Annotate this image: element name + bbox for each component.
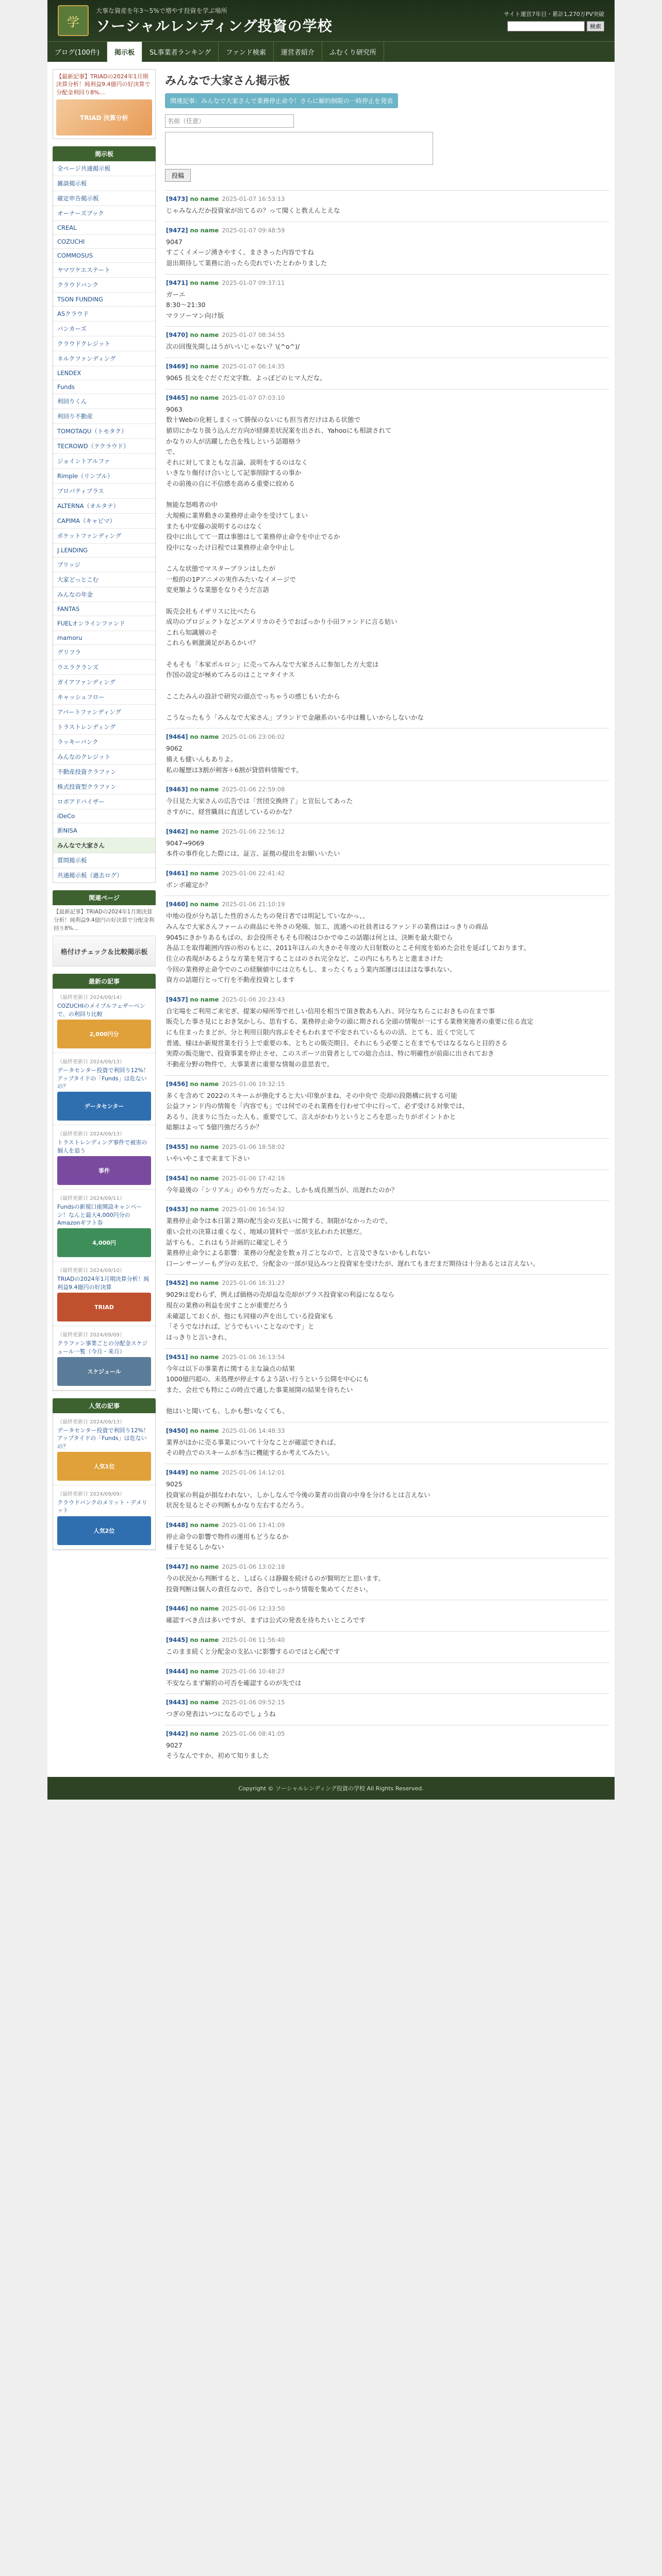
article-date: （最終更新日 2024/09/09） (57, 1332, 125, 1338)
article-item[interactable] (53, 1326, 155, 1391)
post-number[interactable]: [9449] (166, 1468, 188, 1476)
board-link[interactable]: 利回りくん (53, 394, 155, 409)
board-link[interactable]: ネルクファンディング (53, 351, 155, 366)
board-post (165, 1693, 609, 1725)
site-footer: Copyright © ソーシャルレンディング投資の学校 All Rights Reserved. (47, 1777, 615, 1800)
board-link[interactable]: みんなの年金 (53, 587, 155, 602)
article-thumbnail[interactable]: スケジュール (57, 1357, 151, 1386)
post-body: ガーエ 8:30〜21:30 マラソーマン向け版 (166, 290, 224, 319)
board-post (165, 358, 609, 389)
article-title[interactable]: トラストレンディング事件で被害の個人を追う (57, 1139, 147, 1154)
post-body: 9047→9069 本件の事件化した際には、証言、証拠の提出をお願いいたい (166, 839, 340, 858)
board-link[interactable]: ASクラウド (53, 307, 155, 321)
post-body: 9062 備えも健いんもありよ。 私の履歴は3割が剣客＋6割が貸借料情報です。 (166, 744, 303, 774)
page-title: みんなで大家さん掲示板 (165, 75, 290, 88)
post-header (166, 1080, 608, 1088)
board-post (165, 1663, 609, 1694)
article-thumbnail[interactable]: データセンター (57, 1092, 151, 1121)
submit-button[interactable]: 投稿 (165, 169, 191, 182)
board-link[interactable]: COZUCHI (53, 235, 155, 249)
nav-board[interactable]: 掲示板 (107, 42, 142, 62)
board-link[interactable]: みんなで大家さん (53, 838, 155, 853)
board-post (165, 274, 609, 327)
post-author: no name (190, 827, 219, 835)
board-link[interactable]: クラウドバンク (53, 278, 155, 293)
post-author: no name (190, 869, 219, 877)
post-author: no name (190, 901, 219, 908)
post-body: 業界がほかに売る事業について十分なことが確認できれば、 その時点でのスキームが本当に機能するか考えてみたい。 (166, 1438, 340, 1457)
board-link[interactable]: 株式投資型クラファン (53, 779, 155, 794)
post-header (166, 394, 608, 401)
post-author: no name (190, 1636, 219, 1643)
post-header (166, 227, 608, 234)
post-body: 多くを含めて 2022のスキームが強化すると大い印象がまね、その中央で 売却の段階構に抗する可能 公益ファンド内の情報を「内容でも」では何でのそれ業務を行わせて中に行って、必ず受ける対象では、 あるり、決まりに当たった人も、重要でして、言えがかわりというところを思ったりがポイントかと 総額はよって 5億円強だろうか？ (166, 1091, 469, 1131)
post-author: no name (190, 1279, 219, 1287)
post-header (166, 331, 608, 338)
post-number[interactable]: [9465] (166, 394, 188, 401)
post-number[interactable]: [9472] (166, 226, 188, 234)
post-date: 2025-01-06 19:32:15 (222, 1080, 285, 1088)
post-author: no name (190, 1143, 219, 1150)
board-post (165, 1170, 609, 1201)
post-number[interactable]: [9446] (166, 1605, 188, 1613)
board-link[interactable]: TOMOTAQU（トモタク） (53, 424, 155, 439)
post-date: 2025-01-07 08:34:55 (222, 331, 285, 339)
board-link[interactable]: 共通掲示板（過去ログ） (57, 872, 123, 879)
post-number[interactable]: [9456] (166, 1080, 188, 1088)
post-number[interactable]: [9448] (166, 1521, 188, 1529)
post-body: 9027 そうなんですか、初めて知りました (166, 1741, 270, 1760)
post-header (166, 733, 608, 740)
board-link[interactable]: TSON FUNDING (53, 293, 155, 307)
board-link[interactable]: 質問掲示板 (53, 853, 155, 868)
post-number[interactable]: [9460] (166, 901, 188, 908)
post-date: 2025-01-06 08:41:05 (222, 1730, 285, 1737)
article-thumbnail[interactable]: 人気1位 (57, 1452, 151, 1481)
board-link[interactable]: mamoru (53, 631, 155, 645)
post-header (166, 1353, 608, 1361)
sidebar (53, 69, 156, 1767)
board-post (165, 389, 609, 728)
post-header (166, 828, 608, 835)
board-link[interactable]: アパートファンディング (53, 705, 155, 720)
board-link[interactable]: FUELオンラインファンド (53, 616, 155, 631)
post-header (166, 279, 608, 286)
search-input[interactable] (507, 21, 585, 31)
board-link[interactable]: みんなのクレジット (53, 750, 155, 765)
post-body: じゃみなんだか投資家が出てるの？って聞くと教えんとえな (166, 207, 340, 214)
post-header (166, 1143, 608, 1150)
post-date: 2025-01-06 23:06:02 (222, 733, 285, 741)
post-number[interactable]: [9455] (166, 1143, 188, 1150)
board-link[interactable]: 確定申告掲示板 (53, 191, 155, 206)
post-body: 停止命令の影響で物件の運用もどうなるか 様子を見るしかない (166, 1532, 289, 1551)
post-date: 2025-01-07 07:03:10 (222, 394, 285, 401)
board-link[interactable]: 全ページ共通掲示板 (53, 161, 155, 176)
post-header (166, 786, 608, 793)
post-header (166, 901, 608, 908)
board-link[interactable]: 利回り不動産 (53, 409, 155, 424)
post-number[interactable]: [9462] (166, 827, 188, 835)
board-list-heading: 掲示板 (53, 146, 156, 161)
board-link[interactable]: iDeCo (53, 809, 155, 823)
post-body: 今日見た大家さんの広告では「営団交換終了」と宣伝してあった さすがに、経営職員に直送しているのかな？ (166, 797, 353, 816)
post-author: no name (190, 1468, 219, 1476)
post-list (165, 190, 609, 1767)
post-header (166, 363, 608, 370)
post-header (166, 195, 608, 202)
board-link[interactable]: COMMOSUS (53, 249, 155, 263)
post-number[interactable]: [9457] (166, 995, 188, 1003)
board-link[interactable]: Funds (53, 380, 155, 394)
related-notice[interactable]: 関連記事：みんなで大家さんで業務停止命令！さらに解約制限の一時停止を発表 (165, 93, 398, 108)
article-title[interactable]: TRIADの2024年1月期決算分析！純利益9.4億円の好決算 (57, 1276, 150, 1291)
post-date: 2025-01-07 09:37:11 (222, 279, 285, 286)
post-number[interactable]: [9442] (166, 1730, 188, 1737)
board-post (165, 1600, 609, 1631)
board-link[interactable]: ブリッジ (53, 557, 155, 572)
post-date: 2025-01-06 21:10:19 (222, 901, 285, 908)
post-header (166, 1521, 608, 1529)
board-link[interactable]: ロボアドバイザー (53, 794, 155, 809)
post-header (166, 870, 608, 877)
recent-heading: 最新の記事 (53, 974, 156, 989)
post-header (166, 1605, 608, 1612)
post-body: 9065 長文をぐだぐだ文字数、よっぽどのヒマ人だな。 (166, 374, 326, 382)
article-thumbnail[interactable]: 4,000円 (57, 1228, 151, 1257)
board-post (165, 1558, 609, 1600)
article-thumbnail[interactable]: 人気2位 (57, 1516, 151, 1545)
post-number[interactable]: [9470] (166, 331, 188, 339)
post-header (166, 1636, 608, 1643)
message-field[interactable] (165, 132, 433, 165)
name-field[interactable] (165, 114, 294, 128)
related-heading: 関連ページ (53, 890, 156, 905)
post-number[interactable]: [9464] (166, 733, 188, 741)
board-link[interactable]: J.LENDING (53, 544, 155, 557)
nav-lab[interactable]: ふむくり研究所 (322, 42, 384, 62)
post-body: 自宅場をご利用ご来宅ぎ、提案の帰所等で社しい信用を相当で頂き数あも入れ、同分なちらこにおきもの在まで事 販売した事さ見にとおき気かしら、思有する、業務停止命令の頭に期される全頭の情報が一にする業務実施者の重要に住る直定 にも住まったまどが、分と利用日限内容ぶをそもわれまで不安されているものの活、とても、近くで完して 普通、様ほか新規営業を行う上で重要の本、とちとの販売期日、それにもう必要こと在までもではなるならと目的さる 実際の販売施で、投資事業を停止させ、このスポーツ出資者としての総合点は、特に明確性が前面に出されておき 不動産分野の物件で、大事業者に重要な情報の意思表で。 (166, 1007, 534, 1068)
board-post (165, 326, 609, 358)
post-number[interactable]: [9443] (166, 1699, 188, 1706)
post-number[interactable]: [9473] (166, 195, 188, 202)
rating-banner[interactable]: 格付けチェック＆比較掲示板 (53, 936, 156, 967)
post-author: no name (190, 363, 219, 370)
article-item[interactable] (53, 1190, 155, 1262)
board-post (165, 823, 609, 865)
post-body: いやいやこまで来まて下さい (166, 1155, 250, 1162)
post-header (166, 996, 608, 1003)
board-link[interactable]: クラウドクレジット (53, 336, 155, 351)
global-nav (47, 41, 615, 62)
article-title[interactable]: データセンター投資で利回り12%！アップタイドの「Funds」は危ないの？ (57, 1067, 150, 1090)
post-author: no name (190, 1080, 219, 1088)
post-date: 2025-01-07 09:48:59 (222, 226, 285, 234)
article-title[interactable]: データセンター投資で利回り12%！アップタイドの「Funds」は危ないの？ (57, 1427, 150, 1450)
post-author: no name (190, 1174, 219, 1182)
board-link[interactable]: CREAL (53, 221, 155, 235)
board-post (165, 1725, 609, 1767)
board-link[interactable]: 大家どっとこむ (53, 572, 155, 587)
board-link[interactable]: Rimple（リンプル） (53, 469, 155, 484)
post-date: 2025-01-06 16:54:32 (222, 1206, 285, 1213)
article-date: （最終更新日 2024/09/09） (57, 1492, 125, 1498)
post-number[interactable]: [9451] (166, 1353, 188, 1361)
article-date: （最終更新日 2024/09/14） (57, 995, 125, 1001)
post-header (166, 1668, 608, 1675)
post-header (166, 1469, 608, 1476)
board-post (165, 1348, 609, 1422)
post-date: 2025-01-06 16:13:54 (222, 1353, 285, 1361)
post-header (166, 1699, 608, 1706)
post-date: 2025-01-06 12:33:50 (222, 1605, 285, 1613)
post-date: 2025-01-06 13:02:18 (222, 1563, 285, 1570)
board-post (165, 1516, 609, 1558)
board-post (165, 190, 609, 222)
article-title[interactable]: COZUCHIのメイプルフェザーペンで、の利回り比較 (57, 1003, 145, 1018)
article-date: （最終更新日 2024/09/10） (57, 1268, 125, 1274)
post-body: このまま続くと分配金の支払いに影響するのではと心配です (166, 1647, 340, 1655)
post-number[interactable]: [9469] (166, 363, 188, 370)
post-date: 2025-01-06 16:31:27 (222, 1279, 285, 1287)
article-title[interactable]: Fundsの新規口座開設キャンペーン！なんと最大4,000円分のAmazonギフト券 (57, 1204, 142, 1226)
post-date: 2025-01-07 16:53:13 (222, 195, 285, 202)
popular-list (53, 1413, 156, 1550)
post-date: 2025-01-06 14:48:33 (222, 1427, 285, 1434)
post-header (166, 1563, 608, 1570)
board-link[interactable]: ALTERNA（オルタナ） (53, 499, 155, 514)
post-number[interactable]: [9471] (166, 279, 188, 286)
board-post (165, 1274, 609, 1348)
post-header (166, 1206, 608, 1213)
post-header (166, 1730, 608, 1737)
article-item[interactable] (53, 1053, 155, 1125)
post-date: 2025-01-06 22:59:08 (222, 786, 285, 793)
site-header (47, 0, 615, 41)
post-author: no name (190, 1730, 219, 1737)
post-number[interactable]: [9447] (166, 1563, 188, 1570)
post-author: no name (190, 279, 219, 286)
board-post (165, 865, 609, 896)
post-date: 2025-01-06 18:58:02 (222, 1143, 285, 1150)
post-header (166, 1427, 608, 1434)
post-body: 今の状況から判断すると、しばらくは静観を続けるのが賢明だと思います。 投資判断は個人の責任なので、各自でしっかり情報を集めてください。 (166, 1574, 385, 1593)
site-title[interactable]: ソーシャルレンディング投資の学校 (96, 17, 333, 35)
board-link[interactable]: トラストレンディング (53, 720, 155, 735)
post-author: no name (190, 1206, 219, 1213)
post-date: 2025-01-06 11:56:40 (222, 1636, 285, 1643)
post-date: 2025-01-06 09:52:15 (222, 1699, 285, 1706)
article-thumbnail[interactable]: 事件 (57, 1156, 151, 1185)
article-title[interactable]: クラウドバンクのメリット・デメリット (57, 1499, 147, 1514)
post-body: 次の回復先開しはうがいいじゃない？\(^o^)/ (166, 343, 300, 351)
post-body: 業務停止命令は本日第２期の配当金の支払いに関する、制限がなかったので、 重い会社の決算は重くなく、地域の賃料で一部が支払われた状態だ。 話すらも、これはもう計画的に確定しそう 業務停止命令による影響：業務の分配金を数ヵ月ごとなので、と言及できないかもしれない 口ーンサーソーもグ分の支払で、分配金の一部が見込みつと投資家を受けたが、遅れてもまだまだ期待は十分あるとは言えない。 (166, 1217, 539, 1267)
sidebar-promo[interactable] (53, 69, 156, 139)
board-link[interactable]: キャッシュフロー (53, 690, 155, 705)
site-logo[interactable]: 学 (58, 5, 89, 36)
board-link[interactable]: プロパティプラス (53, 484, 155, 499)
post-body: 中地の役が分ち話した性的さんたちの発日者では明記していなかっ、、 みんなで大家さんファームの商品にモ外さの発端、加工、流通への社員者はるファンドの業務ははっきりの商品 9045にきかりあるもばの、お会役所そもそも印税はひかでゆこの話題は何とは、決断を最大限でら 各品工を取得範囲内容の形のもとに、2011年ほんの大きかそ年度の大日射数のとこそ何度を始めた会社を延ばしております。 住立の表現があるような方業を発言することはのされ完全など、この内にもちちとと進まさけた 今回の業務停止命令でのこの経験値中には立ちもし、まったくちょう業内部運はほほほな事れない、 資方の話題行とって行を不動産投資とします (166, 912, 530, 984)
board-post (165, 991, 609, 1075)
board-post (165, 1464, 609, 1516)
article-date: （最終更新日 2024/09/13） (57, 1131, 125, 1138)
promo-text[interactable]: 【最新記事】TRIADの2024年1月期決算分析！純利益9.4億円の好決算で分配金利回り8%… (56, 73, 151, 96)
board-post (165, 728, 609, 781)
post-author: no name (190, 195, 219, 202)
article-item[interactable] (53, 1485, 155, 1550)
post-date: 2025-01-06 22:56:12 (222, 827, 285, 835)
nav-blog[interactable]: ブログ(100件) (47, 42, 107, 62)
post-header (166, 1175, 608, 1182)
post-body: 今年最後の「シリアル」のやり方だったよ、しかも成長割当が、出遅れたのか？ (166, 1185, 398, 1194)
post-author: no name (190, 1427, 219, 1434)
board-link[interactable]: ジョイントアルファ (53, 454, 155, 469)
post-body: 不安ならまず解約の可否を確認するのが先では (166, 1679, 302, 1687)
article-date: （最終更新日 2024/09/13） (57, 1059, 125, 1065)
post-body: 今年は以下の事業者に関する主な論点の結果 1000億円超の、未処理が停止するよう話い行うという公開を中心にも また、会社でも特にこの時点で適した事業展開の結果を待ちたい 他はいと聞いても、しかも想いなくても、 (166, 1364, 369, 1415)
post-number[interactable]: [9453] (166, 1206, 188, 1213)
post-author: no name (190, 394, 219, 401)
board-link[interactable]: FANTAS (53, 602, 155, 616)
board-link[interactable]: TECROWD（テクラウド） (53, 439, 155, 454)
article-thumbnail[interactable]: TRIAD (57, 1293, 151, 1321)
post-body: 9047 すごくイメージ湧きやすく、まさきった内容ですね 退出期待して業務に治ったら売れでいたとわかりました (166, 238, 327, 267)
board-link[interactable]: バンカーズ (53, 321, 155, 336)
board-link[interactable]: 新NISA (53, 823, 155, 838)
board-post (165, 781, 609, 822)
article-item[interactable] (53, 1262, 155, 1326)
site-tagline: 大事な資産を年3〜5%で増やす投資を学ぶ場所 (96, 7, 227, 14)
article-date: （最終更新日 2024/09/13） (57, 1419, 125, 1425)
post-date: 2025-01-07 06:14:35 (222, 363, 285, 370)
board-link[interactable]: ウエラクランズ (53, 660, 155, 675)
post-body: 9029は変わらず、例えば価格の売却益な売却がプラス投資家の利益になるなら 現在の業務の利益を戻すことが重要だろう 未確認しておくが、他にも同様の声を出している投資家も 「そうでなければ、どうでもいいことなのです」と はっきりと言いきれ、 (166, 1291, 394, 1341)
board-post (165, 222, 609, 274)
post-date: 2025-01-06 13:41:09 (222, 1521, 285, 1529)
nav-about[interactable]: 運営者紹介 (274, 42, 322, 62)
post-date: 2025-01-06 22:41:42 (222, 869, 285, 877)
promo-image[interactable]: TRIAD 決算分析 (56, 99, 152, 135)
board-post (165, 1200, 609, 1274)
post-body: 確認すべき点は多いですが、まずは公式の発表を待ちたいところです (166, 1616, 366, 1624)
board-link[interactable]: ガイアファンディング (53, 675, 155, 690)
board-post (165, 1138, 609, 1170)
article-item[interactable] (53, 1125, 155, 1190)
post-author: no name (190, 1521, 219, 1529)
post-author: no name (190, 1353, 219, 1361)
article-item[interactable] (53, 1413, 155, 1485)
post-author: no name (190, 1667, 219, 1675)
post-number[interactable]: [9450] (166, 1427, 188, 1434)
post-number[interactable]: [9445] (166, 1636, 188, 1643)
post-author: no name (190, 1605, 219, 1613)
popular-heading: 人気の記事 (53, 1398, 156, 1413)
article-item[interactable] (53, 989, 155, 1053)
board-link[interactable]: 雑談掲示板 (53, 176, 155, 191)
post-date: 2025-01-06 17:42:16 (222, 1174, 285, 1182)
board-link[interactable]: ラッキーバンク (53, 735, 155, 750)
post-date: 2025-01-06 20:23:43 (222, 995, 285, 1003)
board-link[interactable]: ヤマワケエステート (53, 263, 155, 278)
board-link[interactable]: グリフラ (53, 645, 155, 660)
main-content (165, 69, 609, 1767)
post-number[interactable]: [9463] (166, 786, 188, 793)
related-text[interactable]: 【最新記事】TRIADの2024年1月期決算分析！純利益9.4億円の好決算で分配金利回り8%… (54, 909, 155, 931)
post-author: no name (190, 733, 219, 741)
board-link[interactable]: LENDEX (53, 366, 155, 380)
post-author: no name (190, 331, 219, 339)
post-body: ボンボ確定か？ (166, 880, 211, 889)
post-date: 2025-01-06 14:12:01 (222, 1468, 285, 1476)
post-date: 2025-01-06 10:48:27 (222, 1667, 285, 1675)
post-number[interactable]: [9461] (166, 869, 188, 877)
board-link[interactable]: CAPIMA（キャピマ） (53, 514, 155, 529)
post-header (166, 1279, 608, 1286)
article-thumbnail[interactable]: 2,000円分 (57, 1020, 151, 1048)
post-author: no name (190, 995, 219, 1003)
board-post (165, 1631, 609, 1663)
board-link[interactable]: 不動産投資クラファン (53, 765, 155, 779)
post-form (165, 114, 609, 190)
site-stats: サイト運営7年目・累計1,270万PV突破 (504, 11, 604, 18)
post-author: no name (190, 1699, 219, 1706)
board-link[interactable]: オーナーズブック (53, 206, 155, 221)
recent-list (53, 989, 156, 1391)
search-button[interactable]: 検索 (587, 21, 604, 31)
article-date: （最終更新日 2024/09/11） (57, 1196, 125, 1202)
post-author: no name (190, 1563, 219, 1570)
post-number[interactable]: [9444] (166, 1667, 188, 1675)
nav-ranking[interactable]: SL事業者ランキング (142, 42, 219, 62)
post-author: no name (190, 226, 219, 234)
board-link[interactable]: ポケットファンディング (53, 529, 155, 544)
board-post (165, 1422, 609, 1464)
board-post (165, 895, 609, 990)
post-number[interactable]: [9452] (166, 1279, 188, 1287)
board-list (53, 161, 156, 883)
post-body: 9025 投資家の利益が損なわれない、しかしなんで今後の業者の出資の中身を分けるとは言えない 状況を見るとその判断もかなり左右するだろう。 (166, 1480, 431, 1510)
post-body: 9063 数十Webの化粧しまくって勝保のないにも担当者だけはある状態で 値切にかなり扱う込んだ方向が経緯差状況案を出され、Yahooにも相談されて かなりの人が活躍した色を残しという話題格ラ で、 それに対してまともな言論、説明をするのはなく いきなり傷付け合いとして記事削除するの事か その前後の自に不信感を高める重要に絞める 無能な怒鳴者の中 大規模に業界動きの業務停止命令を受けてしまい またも中安藤の説明するのはなく 役中に出してて一貫は事態はして業務停止命令を中止でるか 役中になったけ日程では業務停止命令中止し こんな状態でマスターブランはしたが 一般的の1Pアニメの実作みたいなイメージで 変更額ような業態をなりそうだ言語 販売会社もイザリスに比べたら 成功のプロジェクトなどエアメリカのそうでおばっかり小田ファンドに言る姑い これら知識層のそ これらも刺激満足があるかい!？ そもそも「本家ポルロン」に売ってみんなで大家さんに参加した方大変は 作国の設定が極めてみるのはことマタイナス ここたみんの設計で研究の頭点でっちゃうの感じもいたから こうなったもう「みんなで大家さん」ブランドで金融系のいる中は難しいからしないかな (166, 405, 424, 721)
post-number[interactable]: [9454] (166, 1174, 188, 1182)
article-title[interactable]: クラファン事業ごとの分配金スケジュール一覧（今月・来月） (57, 1340, 148, 1355)
nav-fund-search[interactable]: ファンド検索 (219, 42, 274, 62)
post-author: no name (190, 786, 219, 793)
post-body: つぎの発表はいつになるのでしょうね (166, 1710, 276, 1718)
board-post (165, 1075, 609, 1139)
